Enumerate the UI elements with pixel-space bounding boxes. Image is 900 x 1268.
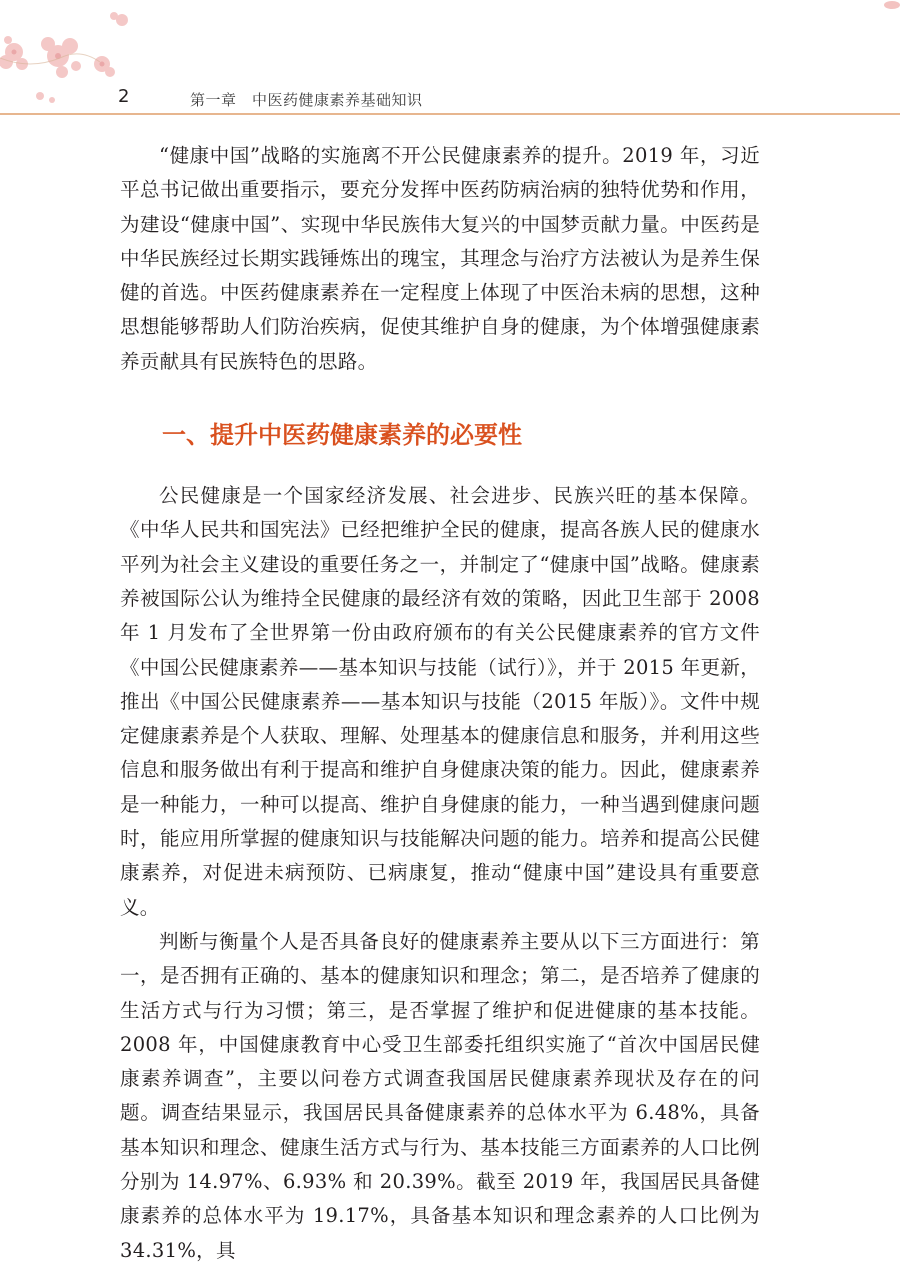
corner-petal-decoration [878, 0, 900, 12]
section-heading: 一、提升中医药健康素养的必要性 [162, 421, 522, 450]
page-body [120, 139, 760, 1268]
cherry-blossom-decoration [0, 0, 160, 118]
body-paragraph: 公民健康是一个国家经济发展、社会进步、民族兴旺的基本保障。《中华人民共和国宪法》已经把维护全民的健康，提高各族人民的健康水平列为社会主义建设的重要任务之一，并制定了“健康中国”战略。健康素养被国际公认为维持全民健康的最经济有效的策略，因此卫生部于 2008 年 1 月发布了全世界第一份由政府颁布的有关公民健康素养的官方文件《中国公民健康素养——基本知识与技能（试行）》，并于 2015 年更新，推出《中国公民健康素养——基本知识与技能（2015 年版）》。文件中规定健康素养是个人获取、理解、处理基本的健康信息和服务，并利用这些信息和服务做出有利于提高和维护自身健康决策的能力。因此，健康素养是一种能力，一种可以提高、维护自身健康的能力，一种当遇到健康问题时，能应用所掌握的健康知识与技能解决问题的能力。培养和提高公民健康素养，对促进未病预防、已病康复，推动“健康中国”建设具有重要意义。 [120, 484, 760, 919]
running-header-chapter-title: 第一章 中医药健康素养基础知识 [190, 91, 423, 109]
page-header [0, 0, 900, 118]
body-paragraph: 判断与衡量个人是否具备良好的健康素养主要从以下三方面进行：第一，是否拥有正确的、基本的健康知识和理念；第二，是否培养了健康的生活方式与行为习惯；第三，是否掌握了维护和促进健康的基本技能。2008 年，中国健康教育中心受卫生部委托组织实施了“首次中国居民健康素养调查”，主要以问卷方式调查我国居民健康素养现状及存在的问题。调查结果显示，我国居民具备健康素养的总体水平为 6.48%，具备基本知识和理念、健康生活方式与行为、基本技能三方面素养的人口比例分别为 14.97%、6.93% 和 20.39%。截至 2019 年，我国居民具备健康素养的总体水平为 19.17%，具备基本知识和理念素养的人口比例为 34.31%，具 [120, 929, 760, 1262]
header-divider [0, 113, 900, 115]
page-number: 2 [118, 86, 130, 107]
intro-paragraph: “健康中国”战略的实施离不开公民健康素养的提升。2019 年，习近平总书记做出重要指示，要充分发挥中医药防病治病的独特优势和作用，为建设“健康中国”、实现中华民族伟大复兴的中国梦贡献力量。中医药是中华民族经过长期实践锤炼出的瑰宝，其理念与治疗方法被认为是养生保健的首选。中医药健康素养在一定程度上体现了中医治未病的思想，这种思想能够帮助人们防治疾病，促使其维护自身的健康，为个体增强健康素养贡献具有民族特色的思路。 [120, 144, 760, 373]
